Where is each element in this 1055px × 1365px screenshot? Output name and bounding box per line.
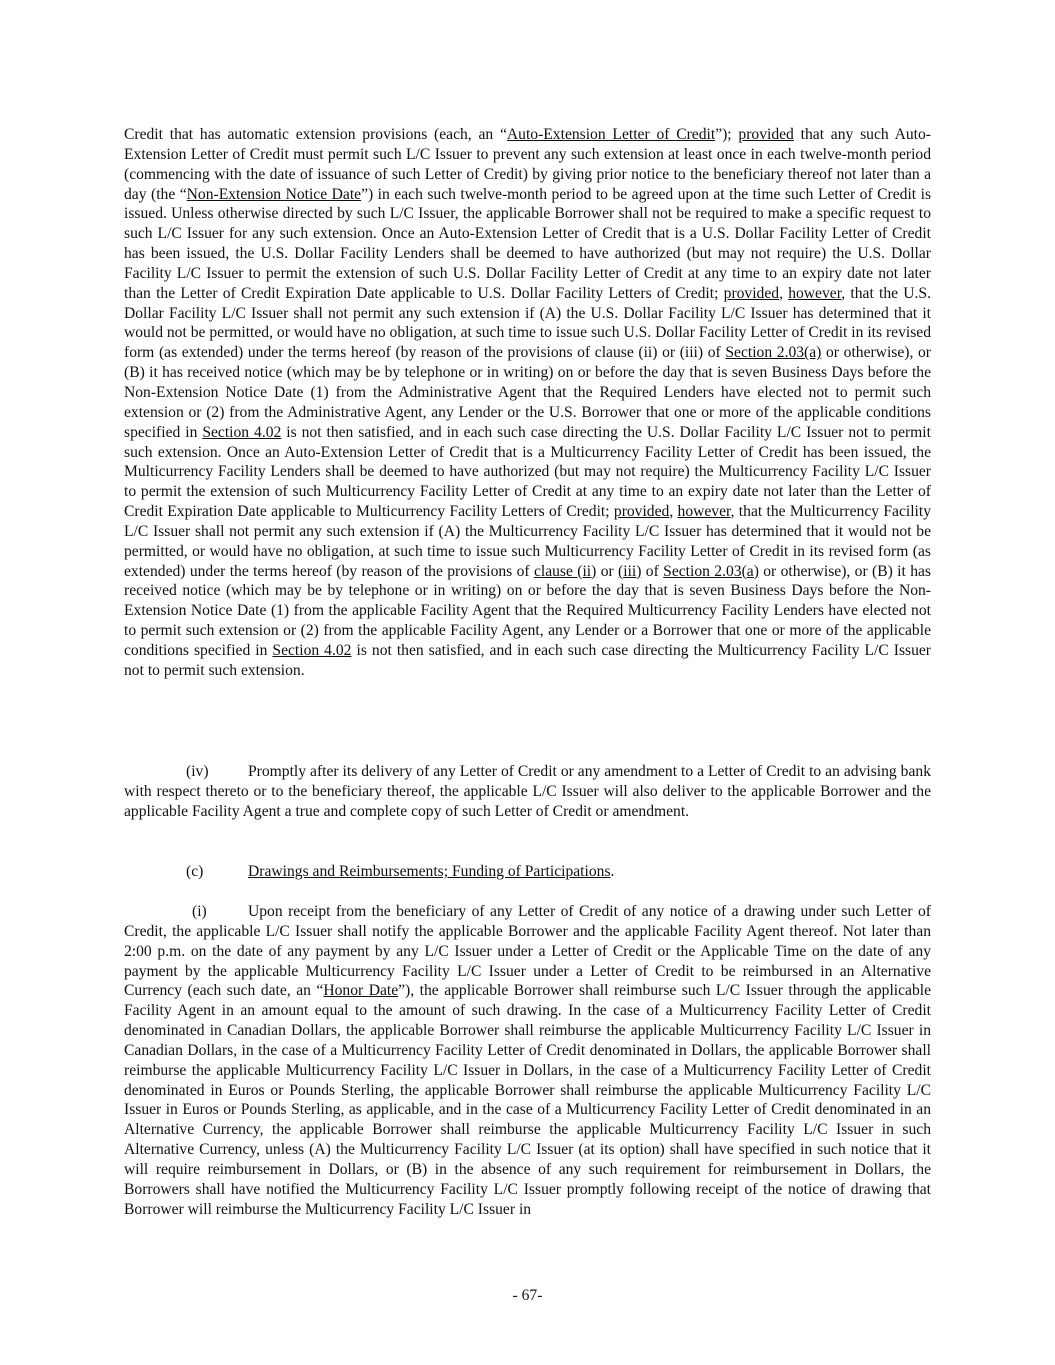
clause-reference: (iii) — [618, 562, 642, 580]
paragraph-i — [124, 902, 931, 1220]
clause-reference: clause (ii) — [533, 562, 597, 580]
paragraph-iv — [124, 762, 931, 822]
text-run: , — [669, 503, 678, 521]
term-provided: provided — [738, 126, 794, 143]
paragraph-number: (i) — [192, 903, 207, 920]
text-run: ”), the applicable Borrower shall reimburse such L/C Issuer through the applicable Facility Agent in an amount equal to the amount of such drawing. In the case of a Multicurrency Facility Letter of Credit denominated in Canadian Dollars, the applicable Borrower shall reimburse the applicable Multicurrency Facility L/C Issuer in Canadian Dollars, in the case of a Multicurrency Facility Letter of Credit denominated in Dollars, the applicable Borrower shall reimburse the applicable Multicurrency Facility L/C Issuer in Dollars, in the case of a Multicurrency Facility Letter of Credit denominated in Euros or Pounds Sterling, the applicable Borrower shall reimburse the applicable Multicurrency Facility L/C Issuer in Euros or Pounds Sterling, as applicable, and in the case of a Multicurrency Facility Letter of Credit denominated in an Alternative Currency, the applicable Borrower shall reimburse the applicable Multicurrency Facility L/C Issuer in such Alternative Currency, unless (A) the Multicurrency Facility L/C Issuer (at its option) shall have specified in such notice that it will require reimbursement in Dollars, or (B) in the absence of any such requirement for reimbursement in Dollars, the Borrowers shall have notified the Multicurrency Facility L/C Issuer promptly following receipt of the notice of drawing that Borrower will reimburse the Multicurrency Facility L/C Issuer in — [124, 982, 932, 1218]
text-run: or otherwise), or (B) it has received notice (which may be by telephone or in writing) on or before the day that is seven Business Days before the Non-Extension Notice Date (1) from the applicable Facility Agent that the Required Multicurrency Facility Lenders have elected not to permit such extension or (2) from the applicable Facility Agent, any Lender or a Borrower that one or more of the applicable conditions specified in — [124, 562, 931, 659]
text-run: that any such Auto-Extension Letter of Credit must permit such L/C Issuer to prevent any such extension at least once in each twelve-month period (commencing with the date of issuance of such Letter of Credit) by giving prior notice to the beneficiary thereof not later than a day (the “ — [124, 126, 931, 203]
section-heading-c — [124, 862, 931, 882]
text-run: , that the U.S. Dollar Facility L/C Issuer shall not permit any such extension if (A) the U.S. Dollar Facility L/C Issuer has determined that it would not be permitted, or would have no obligation, at such time to issue such U.S. Dollar Facility Letter of Credit in its revised form (as extended) under the terms hereof (by reason of the provisions of clause (ii) or (iii) of — [124, 284, 931, 362]
text-run: . — [610, 863, 615, 880]
text-run: or — [596, 562, 619, 580]
page-number: - 67- — [512, 1287, 543, 1304]
section-number: (c) — [186, 863, 204, 880]
term-provided: provided — [723, 284, 780, 302]
section-reference: Section 4.02 — [272, 641, 352, 659]
text-run: is not then satisfied, and in each such case directing the U.S. Dollar Facility L/C Issuer not to permit such extension. Once an Auto-Extension Letter of Credit that is a Multicurrency Facility Letter of Credit has been issued, the Multicurrency Facility Lenders shall be deemed to have authorized (but may not require) the Multicurrency Facility L/C Issuer to permit the extension of such Multicurrency Facility Letter of Credit at any time to an expiry date not later than the Letter of Credit Expiration Date applicable to Multicurrency Facility Letters of Credit; — [124, 423, 931, 521]
defined-term-non-extension-notice-date: Non-Extension Notice Date — [186, 185, 362, 203]
section-heading-title: Drawings and Reimbursements; Funding of Participations — [248, 863, 611, 880]
term-however: however — [788, 284, 842, 302]
text-run: of — [641, 562, 664, 580]
text-run: , — [779, 284, 789, 302]
term-provided: provided — [613, 503, 670, 521]
paragraph-number: (iv) — [186, 763, 209, 780]
text-run: ”); — [715, 126, 739, 143]
paragraph-auto-extension — [124, 125, 931, 681]
text-run: Credit that has automatic extension provisions (each, an “ — [124, 126, 507, 143]
term-however: however — [677, 503, 731, 521]
text-run: or otherwise), or (B) it has received notice (which may be by telephone or in writing) on or before the day that is seven Business Days before the Non-Extension Notice Date (1) from the Administrative Agent that the Required Lenders have elected not to permit such extension or (2) from the Administrative Agent, any Lender or the U.S. Borrower that one or more of the applicable conditions specified in — [124, 344, 931, 441]
defined-term-auto-extension-letter-of-credit: Auto-Extension Letter of Credit — [506, 126, 716, 143]
text-run: is not then satisfied, and in each such case directing the Multicurrency Facility L/C Issuer not to permit such extension. — [124, 641, 932, 679]
text-run: , that the Multicurrency Facility L/C Issuer shall not permit any such extension if (A) the Multicurrency Facility L/C Issuer has determined that it would not be permitted, or would have no obligation, at such time to issue such Multicurrency Facility Letter of Credit in its revised form (as extended) under the terms hereof (by reason of the provisions of — [124, 503, 931, 580]
section-reference: Section 4.02 — [202, 423, 282, 441]
text-run: ”) in each such twelve-month period to be agreed upon at the time such Letter of Credit is issued. Unless otherwise directed by such L/C Issuer, the applicable Borrower shall not be required to make a specific request to such L/C Issuer for any such extension. Once an Auto-Extension Letter of Credit that is a U.S. Dollar Facility Letter of Credit has been issued, the U.S. Dollar Facility Lenders shall be deemed to have authorized (but may not require) the U.S. Dollar Facility L/C Issuer to permit the extension of such U.S. Dollar Facility Letter of Credit at any time to an expiry date not later than the Letter of Credit Expiration Date applicable to U.S. Dollar Facility Letters of Credit; — [124, 185, 932, 302]
text-run: Promptly after its delivery of any Letter of Credit or any amendment to a Letter of Credit to an advising bank with respect thereto or to the beneficiary thereof, the applicable L/C Issuer will also deliver to the applicable Borrower and the applicable Facility Agent a true and complete copy of such Letter of Credit or amendment. — [124, 763, 931, 820]
text-run: Upon receipt from the beneficiary of any Letter of Credit of any notice of a drawing under such Letter of Credit, the applicable L/C Issuer shall notify the applicable Borrower and the applicable Facility Agent thereof. Not later than 2:00 p.m. on the date of any payment by any L/C Issuer under a Letter of Credit or the Applicable Time on the date of any payment by the applicable Multicurrency Facility L/C Issuer under a Letter of Credit to be reimbursed in an Alternative Currency (each such date, an “ — [124, 903, 931, 1000]
defined-term-honor-date: Honor Date — [323, 982, 399, 1000]
section-reference: Section 2.03(a) — [725, 344, 822, 362]
section-reference: Section 2.03(a) — [663, 562, 759, 580]
